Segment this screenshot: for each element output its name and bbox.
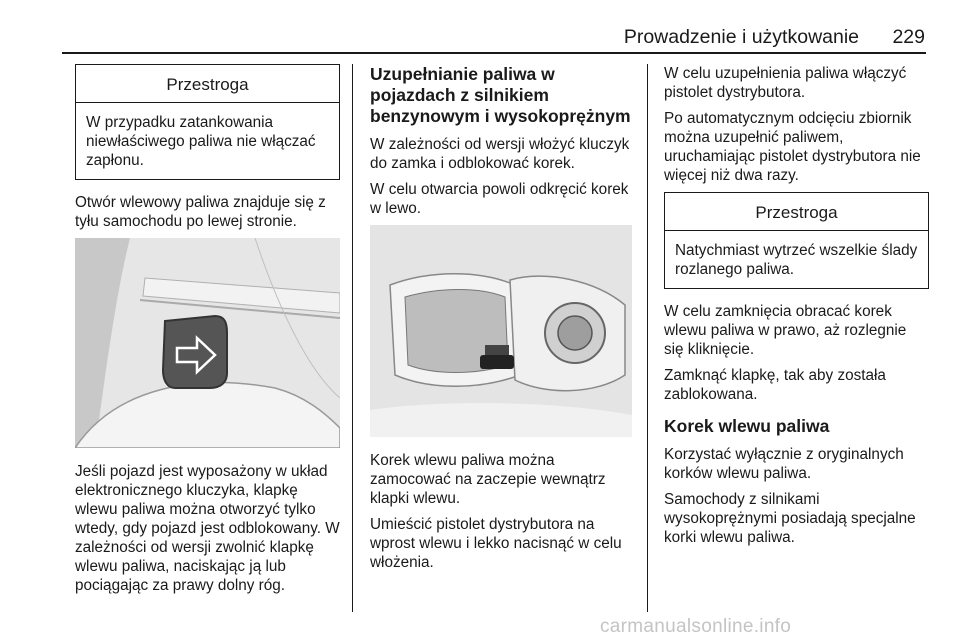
paragraph: W zależności od wersji włożyć kluczyk do zamka i odblokować korek. xyxy=(370,136,630,172)
caution-text: W przypadku zatankowania niewłaściwego paliwa nie włączać zapłonu. xyxy=(86,114,316,169)
page-header xyxy=(0,26,925,49)
section-title: Prowadzenie i użytkowanie xyxy=(623,26,860,48)
watermark: carmanualsonline.info xyxy=(600,616,792,637)
paragraph: Umieścić pistolet dystrybutora na wprost wlewu i lekko nacisnąć w celu włożenia. xyxy=(370,516,622,571)
paragraph: Otwór wlewowy paliwa znajduje się z tyłu samochodu po lewej stronie. xyxy=(75,194,326,230)
fuel-flap-illustration xyxy=(75,238,340,448)
caution-title: Przestroga xyxy=(665,193,928,231)
column-divider xyxy=(352,64,353,612)
paragraph: W celu otwarcia powoli odkręcić korek w lewo. xyxy=(370,181,629,217)
caution-box xyxy=(664,192,929,289)
paragraph: Po automatycznym odcięciu zbiornik można uzupełnić paliwem, uruchamiając pistolet dystrybutora nie więcej niż dwa razy. xyxy=(664,110,921,184)
column-divider xyxy=(647,64,648,612)
fuel-cap-illustration xyxy=(370,225,632,437)
column-right xyxy=(664,64,929,554)
section-heading: Korek wlewu paliwa xyxy=(664,416,830,436)
caution-title: Przestroga xyxy=(76,65,339,103)
column-middle xyxy=(370,64,635,579)
paragraph: Jeśli pojazd jest wyposażony w układ elektronicznego kluczyka, klapkę wlewu paliwa można otworzyć tylko wtedy, gdy pojazd jest odblokowany. W zależności od wersji zwolnić klapkę wlewu paliwa, naciskając ją lub pociągając za prawy dolny róg. xyxy=(75,463,340,594)
header-rule xyxy=(62,52,926,54)
section-heading: Uzupełnianie paliwa w pojazdach z silnikiem benzynowym i wysokoprężnym xyxy=(370,64,631,126)
caution-box xyxy=(75,64,340,180)
paragraph: Korek wlewu paliwa można zamocować na zaczepie wewnątrz klapki wlewu. xyxy=(370,452,606,507)
paragraph: Samochody z silnikami wysokoprężnymi posiadają specjalne korki wlewu paliwa. xyxy=(664,491,916,546)
paragraph: Zamknąć klapkę, tak aby została zablokowana. xyxy=(664,367,886,403)
paragraph: W celu zamknięcia obracać korek wlewu paliwa w prawo, aż rozlegnie się kliknięcie. xyxy=(664,303,907,358)
column-left xyxy=(75,64,340,602)
paragraph: Korzystać wyłącznie z oryginalnych korków wlewu paliwa. xyxy=(664,446,904,482)
caution-text: Natychmiast wytrzeć wszelkie ślady rozlanego paliwa. xyxy=(675,242,918,278)
page-number: 229 xyxy=(892,26,925,48)
paragraph: W celu uzupełnienia paliwa włączyć pistolet dystrybutora. xyxy=(664,65,907,101)
